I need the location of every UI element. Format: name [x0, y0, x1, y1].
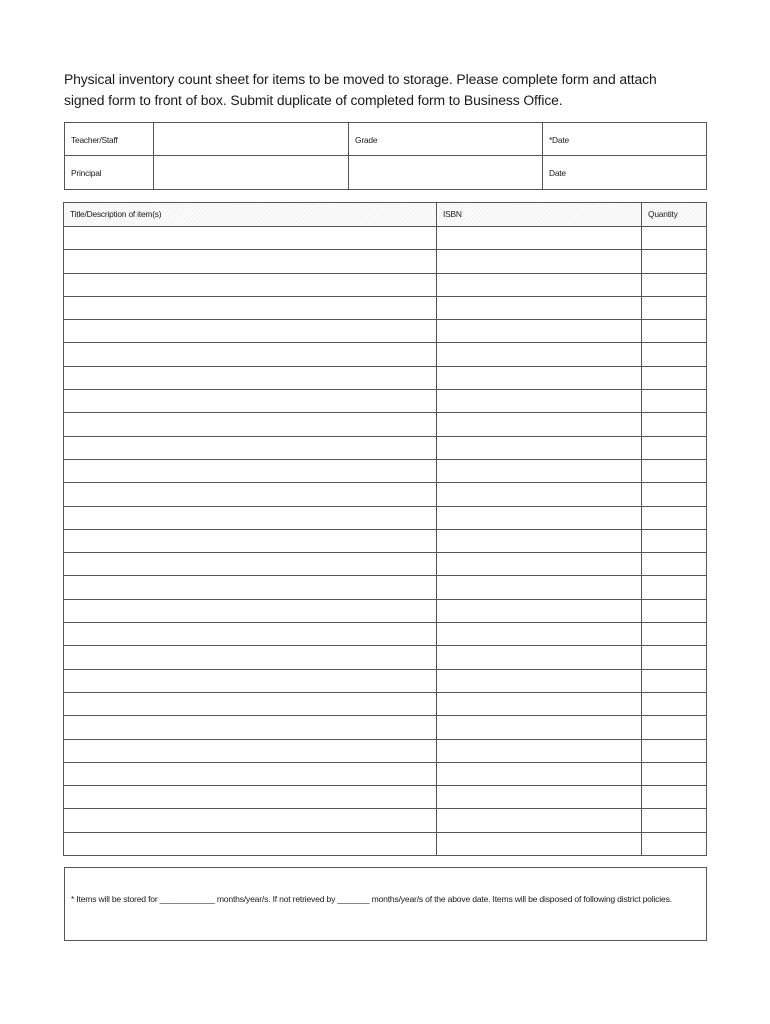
principal-label: Principal	[65, 156, 154, 189]
quantity-cell[interactable]	[642, 437, 706, 460]
title-description-cell[interactable]	[64, 483, 437, 506]
title-description-cell[interactable]	[64, 460, 437, 483]
quantity-cell[interactable]	[642, 297, 706, 320]
teacher-staff-field[interactable]	[154, 123, 349, 156]
title-description-cell[interactable]	[64, 576, 437, 599]
isbn-cell[interactable]	[437, 833, 642, 856]
isbn-cell[interactable]	[437, 390, 642, 413]
isbn-cell[interactable]	[437, 763, 642, 786]
quantity-cell[interactable]	[642, 670, 706, 693]
title-description-cell[interactable]	[64, 833, 437, 856]
quantity-cell[interactable]	[642, 576, 706, 599]
quantity-cell[interactable]	[642, 507, 706, 530]
isbn-cell[interactable]	[437, 553, 642, 576]
quantity-cell[interactable]	[642, 227, 706, 250]
quantity-cell[interactable]	[642, 740, 706, 763]
isbn-cell[interactable]	[437, 600, 642, 623]
teacher-staff-label: Teacher/Staff	[65, 123, 154, 156]
storage-policy-note	[64, 867, 707, 941]
quantity-cell[interactable]	[642, 390, 706, 413]
quantity-cell[interactable]	[642, 483, 706, 506]
storage-policy-text: * Items will be stored for ____________ months/year/s. If not retrieved by _______ months/year/s of the above date. Items will be disposed of following district policies.	[71, 894, 672, 904]
quantity-cell[interactable]	[642, 623, 706, 646]
isbn-cell[interactable]	[437, 250, 642, 273]
items-table-header	[64, 203, 706, 227]
title-description-cell[interactable]	[64, 507, 437, 530]
title-description-cell[interactable]	[64, 437, 437, 460]
quantity-cell[interactable]	[642, 693, 706, 716]
title-description-cell[interactable]	[64, 530, 437, 553]
isbn-cell[interactable]	[437, 693, 642, 716]
principal-field[interactable]	[154, 156, 349, 189]
isbn-cell[interactable]	[437, 437, 642, 460]
title-description-cell[interactable]	[64, 553, 437, 576]
principal-extra-field[interactable]	[349, 156, 543, 189]
date-field-starred[interactable]: *Date	[543, 123, 706, 156]
grade-label[interactable]: Grade	[349, 123, 543, 156]
header-title-description: Title/Description of item(s)	[64, 203, 437, 226]
isbn-cell[interactable]	[437, 646, 642, 669]
quantity-cell[interactable]	[642, 460, 706, 483]
quantity-cell[interactable]	[642, 553, 706, 576]
title-description-cell[interactable]	[64, 367, 437, 390]
quantity-cell[interactable]	[642, 809, 706, 832]
title-description-cell[interactable]	[64, 763, 437, 786]
staff-info-table	[64, 122, 707, 190]
inventory-items-table	[63, 202, 707, 856]
isbn-cell[interactable]	[437, 670, 642, 693]
quantity-cell[interactable]	[642, 716, 706, 739]
isbn-cell[interactable]	[437, 507, 642, 530]
quantity-cell[interactable]	[642, 413, 706, 436]
title-description-cell[interactable]	[64, 413, 437, 436]
quantity-cell[interactable]	[642, 646, 706, 669]
isbn-cell[interactable]	[437, 483, 642, 506]
title-description-cell[interactable]	[64, 693, 437, 716]
title-description-cell[interactable]	[64, 600, 437, 623]
title-description-cell[interactable]	[64, 646, 437, 669]
quantity-cell[interactable]	[642, 367, 706, 390]
quantity-cell[interactable]	[642, 833, 706, 856]
isbn-cell[interactable]	[437, 274, 642, 297]
isbn-cell[interactable]	[437, 343, 642, 366]
title-description-cell[interactable]	[64, 670, 437, 693]
isbn-cell[interactable]	[437, 576, 642, 599]
intro-line-2: signed form to front of box. Submit duplicate of completed form to Business Office.	[64, 93, 563, 109]
isbn-cell[interactable]	[437, 413, 642, 436]
quantity-cell[interactable]	[642, 786, 706, 809]
isbn-cell[interactable]	[437, 460, 642, 483]
isbn-cell[interactable]	[437, 623, 642, 646]
isbn-cell[interactable]	[437, 809, 642, 832]
quantity-cell[interactable]	[642, 600, 706, 623]
isbn-cell[interactable]	[437, 530, 642, 553]
isbn-cell[interactable]	[437, 716, 642, 739]
isbn-cell[interactable]	[437, 367, 642, 390]
items-table-body	[64, 227, 706, 856]
quantity-cell[interactable]	[642, 250, 706, 273]
isbn-cell[interactable]	[437, 320, 642, 343]
isbn-cell[interactable]	[437, 297, 642, 320]
header-quantity: Quantity	[648, 209, 678, 219]
quantity-cell[interactable]	[642, 274, 706, 297]
title-description-cell[interactable]	[64, 227, 437, 250]
isbn-cell[interactable]	[437, 227, 642, 250]
title-description-cell[interactable]	[64, 320, 437, 343]
header-isbn: ISBN	[437, 203, 642, 226]
intro-line-1: Physical inventory count sheet for items to be moved to storage. Please complete form and attach	[64, 72, 657, 88]
quantity-cell[interactable]	[642, 320, 706, 343]
title-description-cell[interactable]	[64, 623, 437, 646]
quantity-cell[interactable]	[642, 763, 706, 786]
title-description-cell[interactable]	[64, 297, 437, 320]
title-description-cell[interactable]	[64, 786, 437, 809]
quantity-cell[interactable]	[642, 530, 706, 553]
quantity-cell[interactable]	[642, 343, 706, 366]
isbn-cell[interactable]	[437, 740, 642, 763]
title-description-cell[interactable]	[64, 716, 437, 739]
title-description-cell[interactable]	[64, 809, 437, 832]
title-description-cell[interactable]	[64, 250, 437, 273]
title-description-cell[interactable]	[64, 274, 437, 297]
title-description-cell[interactable]	[64, 740, 437, 763]
title-description-cell[interactable]	[64, 343, 437, 366]
title-description-cell[interactable]	[64, 390, 437, 413]
isbn-cell[interactable]	[437, 786, 642, 809]
date-field[interactable]: Date	[549, 168, 566, 178]
intro-instructions	[64, 70, 691, 112]
